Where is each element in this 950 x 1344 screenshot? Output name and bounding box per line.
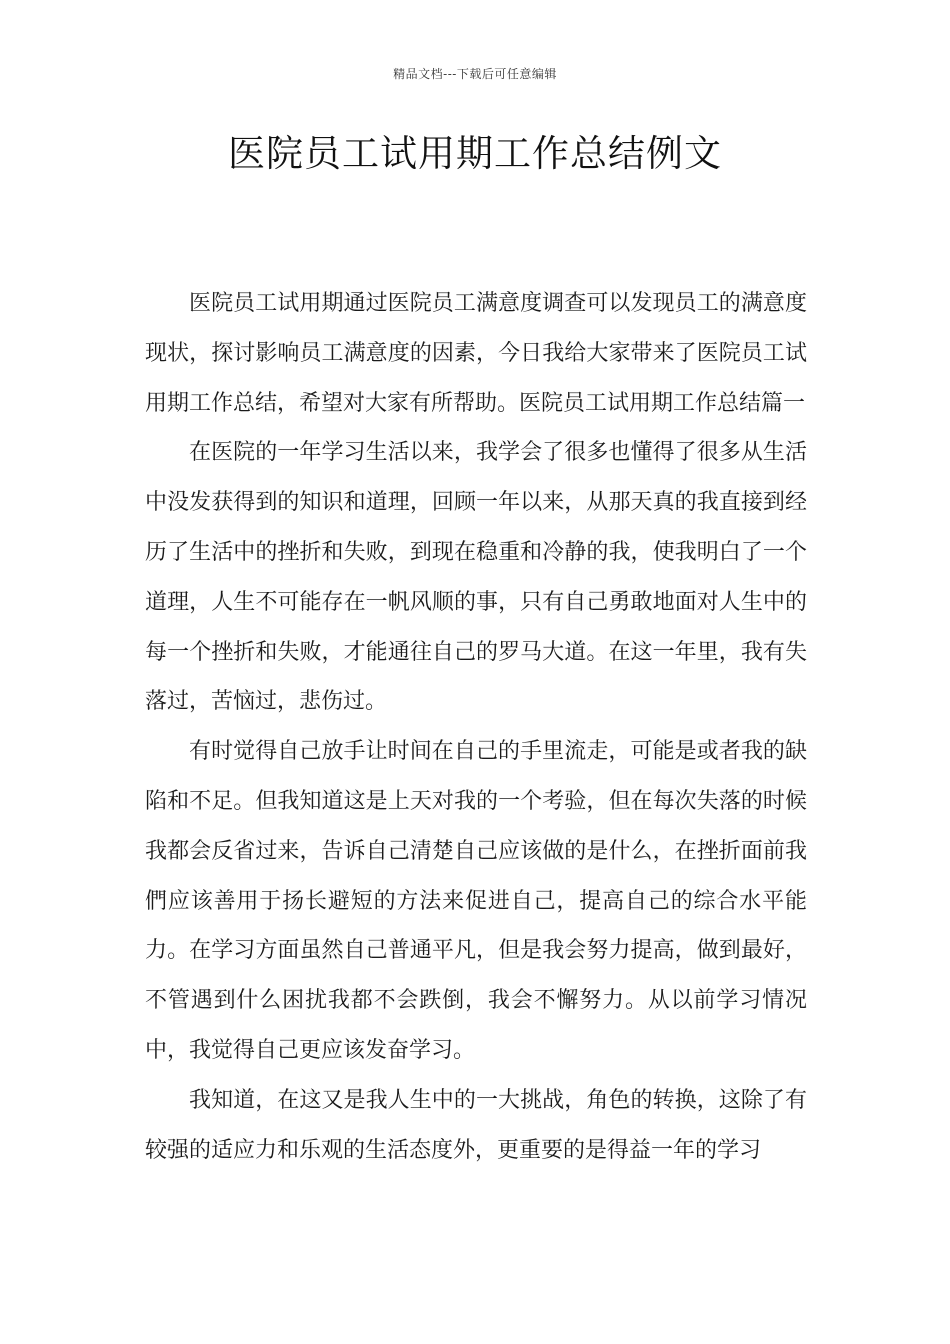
paragraph-1: 医院员工试用期通过医院员工满意度调查可以发现员工的满意度现状，探讨影响员工满意度的因素，今日我给大家带来了医院员工试用期工作总结，希望对大家有所帮助。医院员工试用期工作总结篇一 — [145, 291, 807, 416]
paragraph-3: 有时觉得自己放手让时间在自己的手里流走，可能是或者我的缺陷和不足。但我知道这是上天对我的一个考验，但在每次失落的时候我都会反省过来，告诉自己清楚自己应该做的是什么，在挫折面前我們应该善用于扬长避短的方法来促进自己，提高自己的综合水平能力。在学习方面虽然自己普通平凡，但是我会努力提高，做到最好，不管遇到什么困扰我都不会跌倒，我会不懈努力。从以前学习情况中，我觉得自己更应该发奋学习。 — [145, 739, 807, 1063]
document-title: 医院员工试用期工作总结例文 — [228, 132, 722, 175]
document-body — [145, 279, 807, 1175]
page-header: 精品文档---下载后可任意编辑 — [393, 67, 557, 81]
paragraph-2: 在医院的一年学习生活以来，我学会了很多也懂得了很多从生活中没发获得到的知识和道理，回顾一年以来，从那天真的我直接到经历了生活中的挫折和失败，到现在稳重和冷静的我，使我明白了一个道理，人生不可能存在一帆风顺的事，只有自己勇敢地面对人生中的每一个挫折和失败，才能通往自己的罗马大道。在这一年里，我有失落过，苦恼过，悲伤过。 — [145, 440, 807, 715]
paragraph-4: 我知道，在这又是我人生中的一大挑战，角色的转换，这除了有较强的适应力和乐观的生活态度外，更重要的是得益一年的学习 — [145, 1087, 807, 1163]
